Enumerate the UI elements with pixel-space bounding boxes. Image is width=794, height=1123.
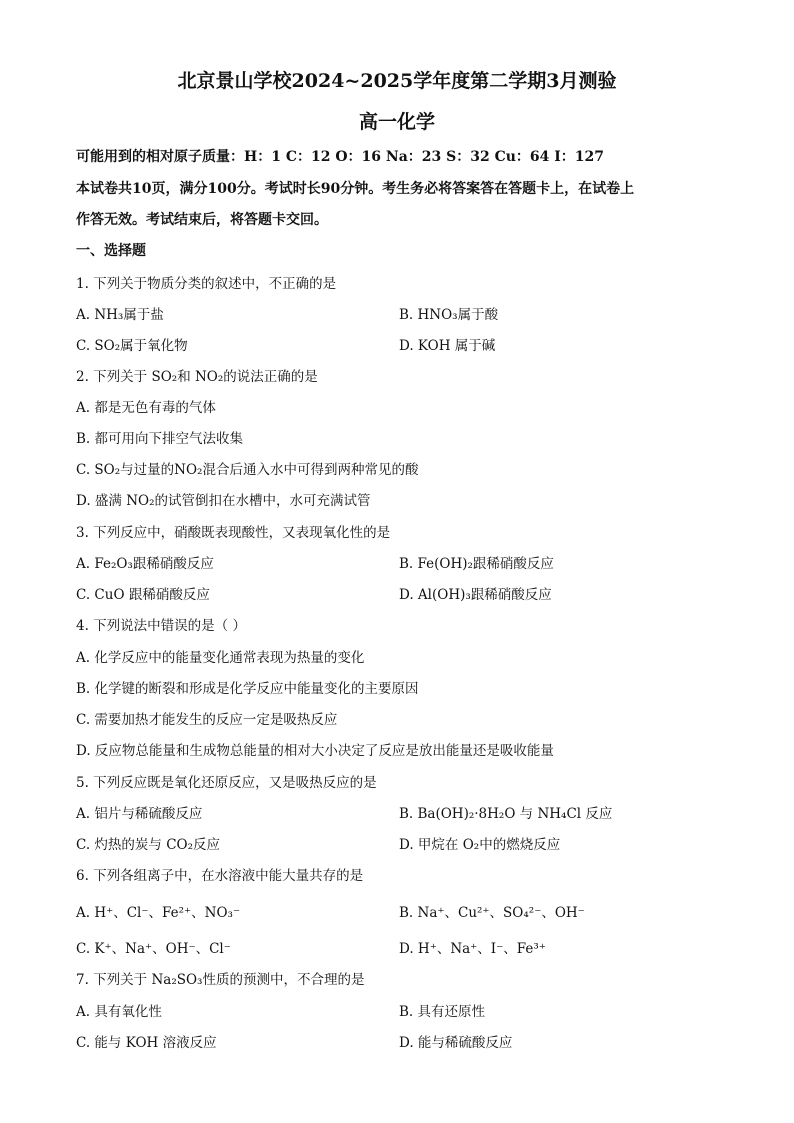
q2-option-a: A. 都是无色有毒的气体 bbox=[76, 400, 216, 416]
q7-option-d: D. 能与稀硫酸反应 bbox=[399, 1035, 513, 1051]
q6-option-a: A. H⁺、Cl⁻、Fe²⁺、NO₃⁻ bbox=[76, 905, 241, 921]
q6-option-d: D. H⁺、Na⁺、I⁻、Fe³⁺ bbox=[399, 941, 546, 957]
q7-option-c: C. 能与 KOH 溶液反应 bbox=[76, 1035, 217, 1051]
q4-option-c: C. 需要加热才能发生的反应一定是吸热反应 bbox=[76, 712, 338, 728]
q2-option-d: D. 盛满 NO₂的试管倒扣在水槽中，水可充满试管 bbox=[76, 493, 371, 509]
q5-option-d: D. 甲烷在 O₂中的燃烧反应 bbox=[399, 837, 561, 853]
q1-option-a: A. NH₃属于盐 bbox=[76, 307, 164, 323]
q4-option-a: A. 化学反应中的能量变化通常表现为热量的变化 bbox=[76, 650, 365, 666]
q2-option-b: B. 都可用向下排空气法收集 bbox=[76, 431, 244, 447]
q1-option-b: B. HNO₃属于酸 bbox=[399, 307, 499, 323]
exam-subject: 高一化学 bbox=[358, 111, 435, 133]
q3-option-b: B. Fe(OH)₂跟稀硝酸反应 bbox=[399, 556, 554, 572]
question-stem-3: 3. 下列反应中，硝酸既表现酸性，又表现氧化性的是 bbox=[76, 525, 391, 541]
q3-option-a: A. Fe₂O₃跟稀硝酸反应 bbox=[76, 556, 214, 572]
question-stem-7: 7. 下列关于 Na₂SO₃性质的预测中，不合理的是 bbox=[76, 972, 365, 988]
q3-option-c: C. CuO 跟稀硝酸反应 bbox=[76, 587, 210, 603]
q7-option-a: A. 具有氧化性 bbox=[76, 1004, 162, 1020]
q7-option-b: B. 具有还原性 bbox=[399, 1004, 486, 1020]
atomic-masses: 可能用到的相对原子质量：H：1 C：12 O：16 Na：23 S：32 Cu：64 I：127 bbox=[76, 149, 605, 165]
q4-option-b: B. 化学键的断裂和形成是化学反应中能量变化的主要原因 bbox=[76, 681, 419, 697]
question-stem-2: 2. 下列关于 SO₂和 NO₂的说法正确的是 bbox=[76, 369, 318, 385]
exam-title: 北京景山学校2024~2025学年度第二学期3月测验 bbox=[177, 70, 617, 92]
q5-option-a: A. 铝片与稀硫酸反应 bbox=[76, 806, 203, 822]
q4-option-d: D. 反应物总能量和生成物总能量的相对大小决定了反应是放出能量还是吸收能量 bbox=[76, 743, 554, 759]
q2-option-c: C. SO₂与过量的NO₂混合后通入水中可得到两种常见的酸 bbox=[76, 462, 419, 478]
q5-option-b: B. Ba(OH)₂·8H₂O 与 NH₄Cl 反应 bbox=[399, 806, 613, 822]
q1-option-d: D. KOH 属于碱 bbox=[399, 338, 496, 354]
exam-notice-line-2: 作答无效。考试结束后，将答题卡交回。 bbox=[76, 212, 328, 228]
section-heading: 一、选择题 bbox=[76, 243, 146, 259]
question-stem-5: 5. 下列反应既是氧化还原反应，又是吸热反应的是 bbox=[76, 775, 377, 791]
q5-option-c: C. 灼热的炭与 CO₂反应 bbox=[76, 837, 221, 853]
q6-option-b: B. Na⁺、Cu²⁺、SO₄²⁻、OH⁻ bbox=[399, 905, 585, 921]
exam-notice-line-1: 本试卷共10页，满分100分。考试时长90分钟。考生务必将答案答在答题卡上，在试卷上 bbox=[76, 181, 635, 197]
question-stem-1: 1. 下列关于物质分类的叙述中，不正确的是 bbox=[76, 276, 337, 292]
q6-option-c: C. K⁺、Na⁺、OH⁻、Cl⁻ bbox=[76, 941, 231, 957]
question-stem-6: 6. 下列各组离子中，在水溶液中能大量共存的是 bbox=[76, 868, 364, 884]
q1-option-c: C. SO₂属于氧化物 bbox=[76, 338, 188, 354]
q3-option-d: D. Al(OH)₃跟稀硝酸反应 bbox=[399, 587, 552, 603]
question-stem-4: 4. 下列说法中错误的是（ ） bbox=[76, 618, 246, 634]
